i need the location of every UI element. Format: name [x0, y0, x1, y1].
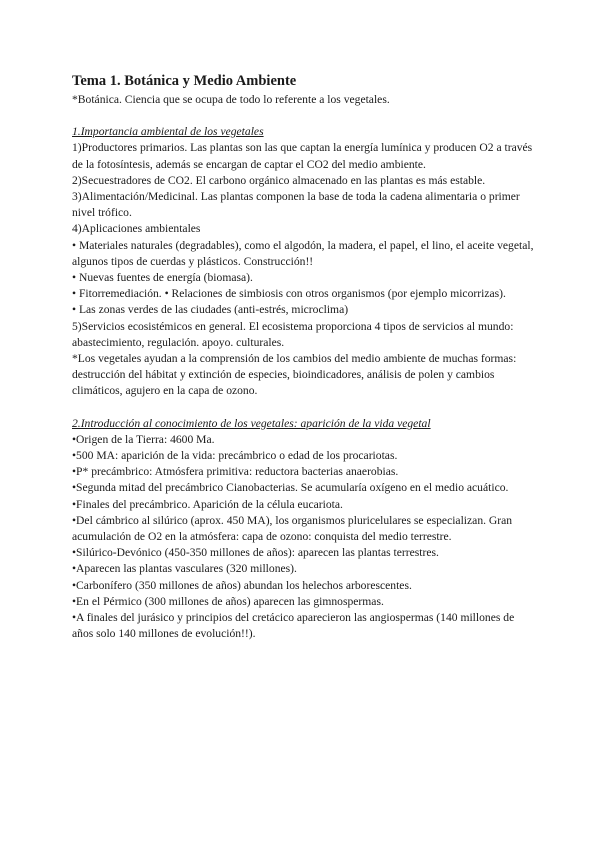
bullet-item: •En el Pérmico (300 millones de años) aparecen las gimnospermas. [72, 594, 384, 608]
paragraph: 3)Alimentación/Medicinal. Las plantas componen la base de toda la cadena alimentaria o primer nivel trófico. [72, 190, 520, 220]
bullet-item: •Del cámbrico al silúrico (aprox. 450 MA), los organismos pluricelulares se especializan. Gran acumulación de O2 en la atmósfera: capa de ozono: conquista del medio terrestre. [72, 513, 513, 544]
paragraph: 2)Secuestradores de CO2. El carbono orgánico almacenado en las plantas es más estable. [72, 173, 486, 187]
paragraph: *Los vegetales ayudan a la comprensión de los cambios del medio ambiente de muchas formas: destrucción del hábitat y extinción de especies, bioindicadores, análisis de polen y cambios climáticos, agujero en la capa de ozono. [72, 352, 517, 398]
bullet-item: •500 MA: aparición de la vida: precámbrico o edad de los procariotas. [72, 449, 398, 463]
section-heading-1: 1.Importancia ambiental de los vegetales [72, 125, 264, 139]
paragraph: 5)Servicios ecosistémicos en general. El ecosistema proporciona 4 tipos de servicios al mundo: abastecimiento, regulación. apoyo. culturales. [72, 319, 514, 349]
paragraph: 1)Productores primarios. Las plantas son las que captan la energía lumínica y producen O2 a través de la fotosíntesis, además se encargan de captar el CO2 del medio ambiente. [72, 141, 533, 171]
bullet-item: •Finales del precámbrico. Aparición de la célula eucariota. [72, 497, 343, 511]
document-title: Tema 1. Botánica y Medio Ambiente [72, 73, 297, 89]
bullet-item: •P* precámbrico: Atmósfera primitiva: reductora bacterias anaerobias. [72, 465, 399, 479]
bullet-item: • Las zonas verdes de las ciudades (anti-estrés, microclima) [72, 303, 349, 317]
bullet-item: •Segunda mitad del precámbrico Cianobacterias. Se acumularía oxígeno en el medio acuático. [72, 481, 509, 495]
spacer [72, 108, 534, 124]
spacer [72, 400, 534, 416]
section-heading-2: 2.Introducción al conocimiento de los vegetales: aparición de la vida vegetal [72, 416, 431, 430]
bullet-item: • Materiales naturales (degradables), como el algodón, la madera, el papel, el lino, el aceite vegetal, algunos tipos de cuerdas y plásticos. Construcción!! [72, 238, 534, 268]
bullet-item: •Aparecen las plantas vasculares (320 millones). [72, 562, 297, 576]
bullet-item: •A finales del jurásico y principios del cretácico aparecieron las angiospermas (140 millones de años solo 140 millones de evolución!!). [72, 611, 515, 641]
definition-text: *Botánica. Ciencia que se ocupa de todo lo referente a los vegetales. [72, 93, 390, 106]
paragraph: 4)Aplicaciones ambientales [72, 222, 201, 236]
bullet-item: •Silúrico-Devónico (450-350 millones de años): aparecen las plantas terrestres. [72, 546, 439, 560]
bullet-item: • Fitorremediación. • Relaciones de simbiosis con otros organismos (por ejemplo micorrizas). [72, 287, 506, 301]
bullet-item: •Origen de la Tierra: 4600 Ma. [72, 432, 215, 446]
bullet-item: •Carbonífero (350 millones de años) abundan los helechos arborescentes. [72, 578, 412, 592]
document-page [72, 72, 534, 643]
bullet-item: • Nuevas fuentes de energía (biomasa). [72, 271, 253, 285]
